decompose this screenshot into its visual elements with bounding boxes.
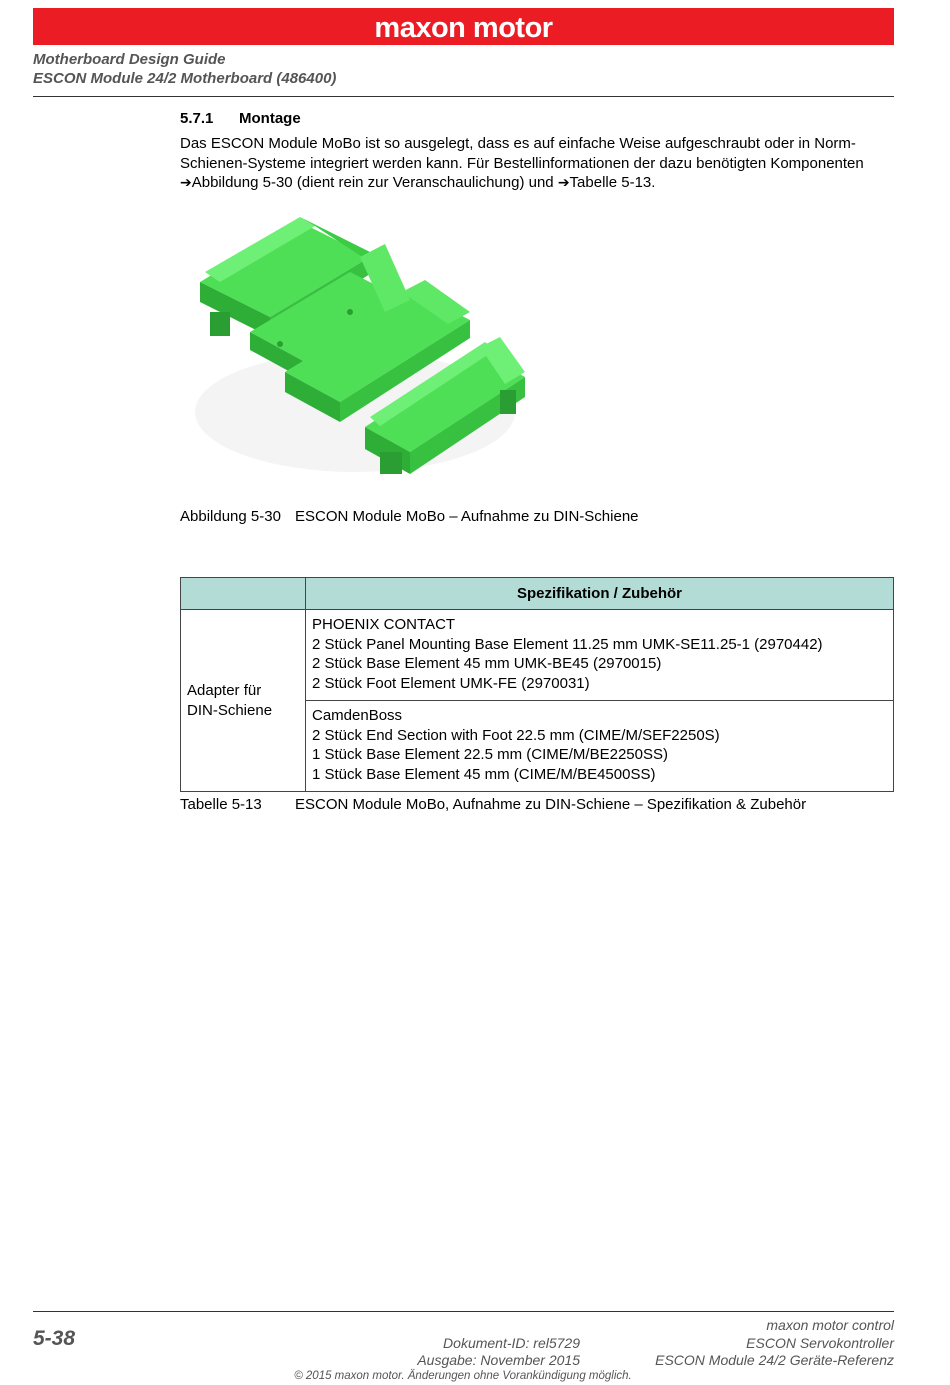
row-label [181, 610, 306, 792]
page-number: 5-38 [33, 1327, 76, 1350]
row-label-line: Adapter für [187, 682, 262, 699]
footer-company: maxon motor control [766, 1317, 894, 1333]
figure-caption-text: ESCON Module MoBo – Aufnahme zu DIN-Schiene [295, 508, 639, 525]
arrow-right-icon: ➔ [557, 174, 570, 190]
specification-table [180, 577, 894, 792]
header-divider [33, 96, 894, 97]
list-item: 2 Stück Foot Element UMK-FE (2970031) [312, 674, 590, 692]
brand-bar [33, 8, 894, 45]
figure-label: Abbildung 5-30 [180, 508, 281, 525]
table-label: Tabelle 5-13 [180, 796, 262, 813]
table-caption-text: ESCON Module MoBo, Aufnahme zu DIN-Schiene – Spezifikation & Zubehör [295, 796, 807, 813]
table-reference: Tabelle 5-13. [569, 174, 656, 191]
footer-product: ESCON Servokontroller [746, 1335, 894, 1351]
vendor-group-phoenix [306, 610, 894, 701]
section-number: 5.7.1 [180, 110, 214, 127]
copyright: © 2015 maxon motor. Änderungen ohne Vorankündigung möglich. [294, 1370, 632, 1382]
list-item: 2 Stück Panel Mounting Base Element 11.25 mm UMK-SE11.25-1 (2970442) [312, 635, 823, 653]
edition: Ausgabe: November 2015 [417, 1352, 580, 1368]
row-label-line: DIN-Schiene [187, 701, 273, 719]
arrow-right-icon: ➔ [180, 174, 192, 190]
table-header-row [181, 578, 894, 610]
brand-logo: maxon motor [374, 12, 553, 44]
table-header: Spezifikation / Zubehör [306, 578, 894, 610]
figure-caption [180, 508, 639, 525]
figure-reference: Abbildung 5-30 (dient rein zur Veranschaulichung) und [191, 174, 558, 191]
list-item: 1 Stück Base Element 45 mm (CIME/M/BE4500SS) [312, 765, 656, 783]
section-heading [180, 110, 301, 127]
footer-divider [33, 1311, 894, 1312]
vendor-name: CamdenBoss [312, 707, 403, 724]
vendor-name: PHOENIX CONTACT [312, 616, 456, 633]
vendor-group-camdenboss [306, 701, 894, 792]
footer-reference: ESCON Module 24/2 Geräte-Referenz [655, 1352, 894, 1368]
document-id: Dokument-ID: rel5729 [443, 1335, 580, 1351]
header-doc-subtitle: ESCON Module 24/2 Motherboard (486400) [33, 70, 337, 87]
header-doc-title: Motherboard Design Guide [33, 51, 226, 68]
din-rail-adapter-photo [180, 212, 535, 502]
table-caption [180, 796, 806, 813]
paragraph-line: Schienen-Systeme integriert werden kann. Für Bestellinformationen der dazu benötigten Komponenten [180, 154, 864, 172]
list-item: 2 Stück End Section with Foot 22.5 mm (CIME/M/SEF2250S) [312, 726, 720, 744]
list-item: 2 Stück Base Element 45 mm UMK-BE45 (2970015) [312, 655, 662, 672]
section-paragraph [180, 134, 894, 193]
table-row [181, 610, 894, 701]
paragraph-line: Das ESCON Module MoBo ist so ausgelegt, dass es auf einfache Weise aufgeschraubt oder in Norm- [180, 135, 856, 152]
list-item: 1 Stück Base Element 22.5 mm (CIME/M/BE2250SS) [312, 746, 668, 763]
section-title: Montage [239, 110, 301, 127]
paragraph-line [180, 173, 894, 193]
table-header-corner [181, 578, 306, 610]
